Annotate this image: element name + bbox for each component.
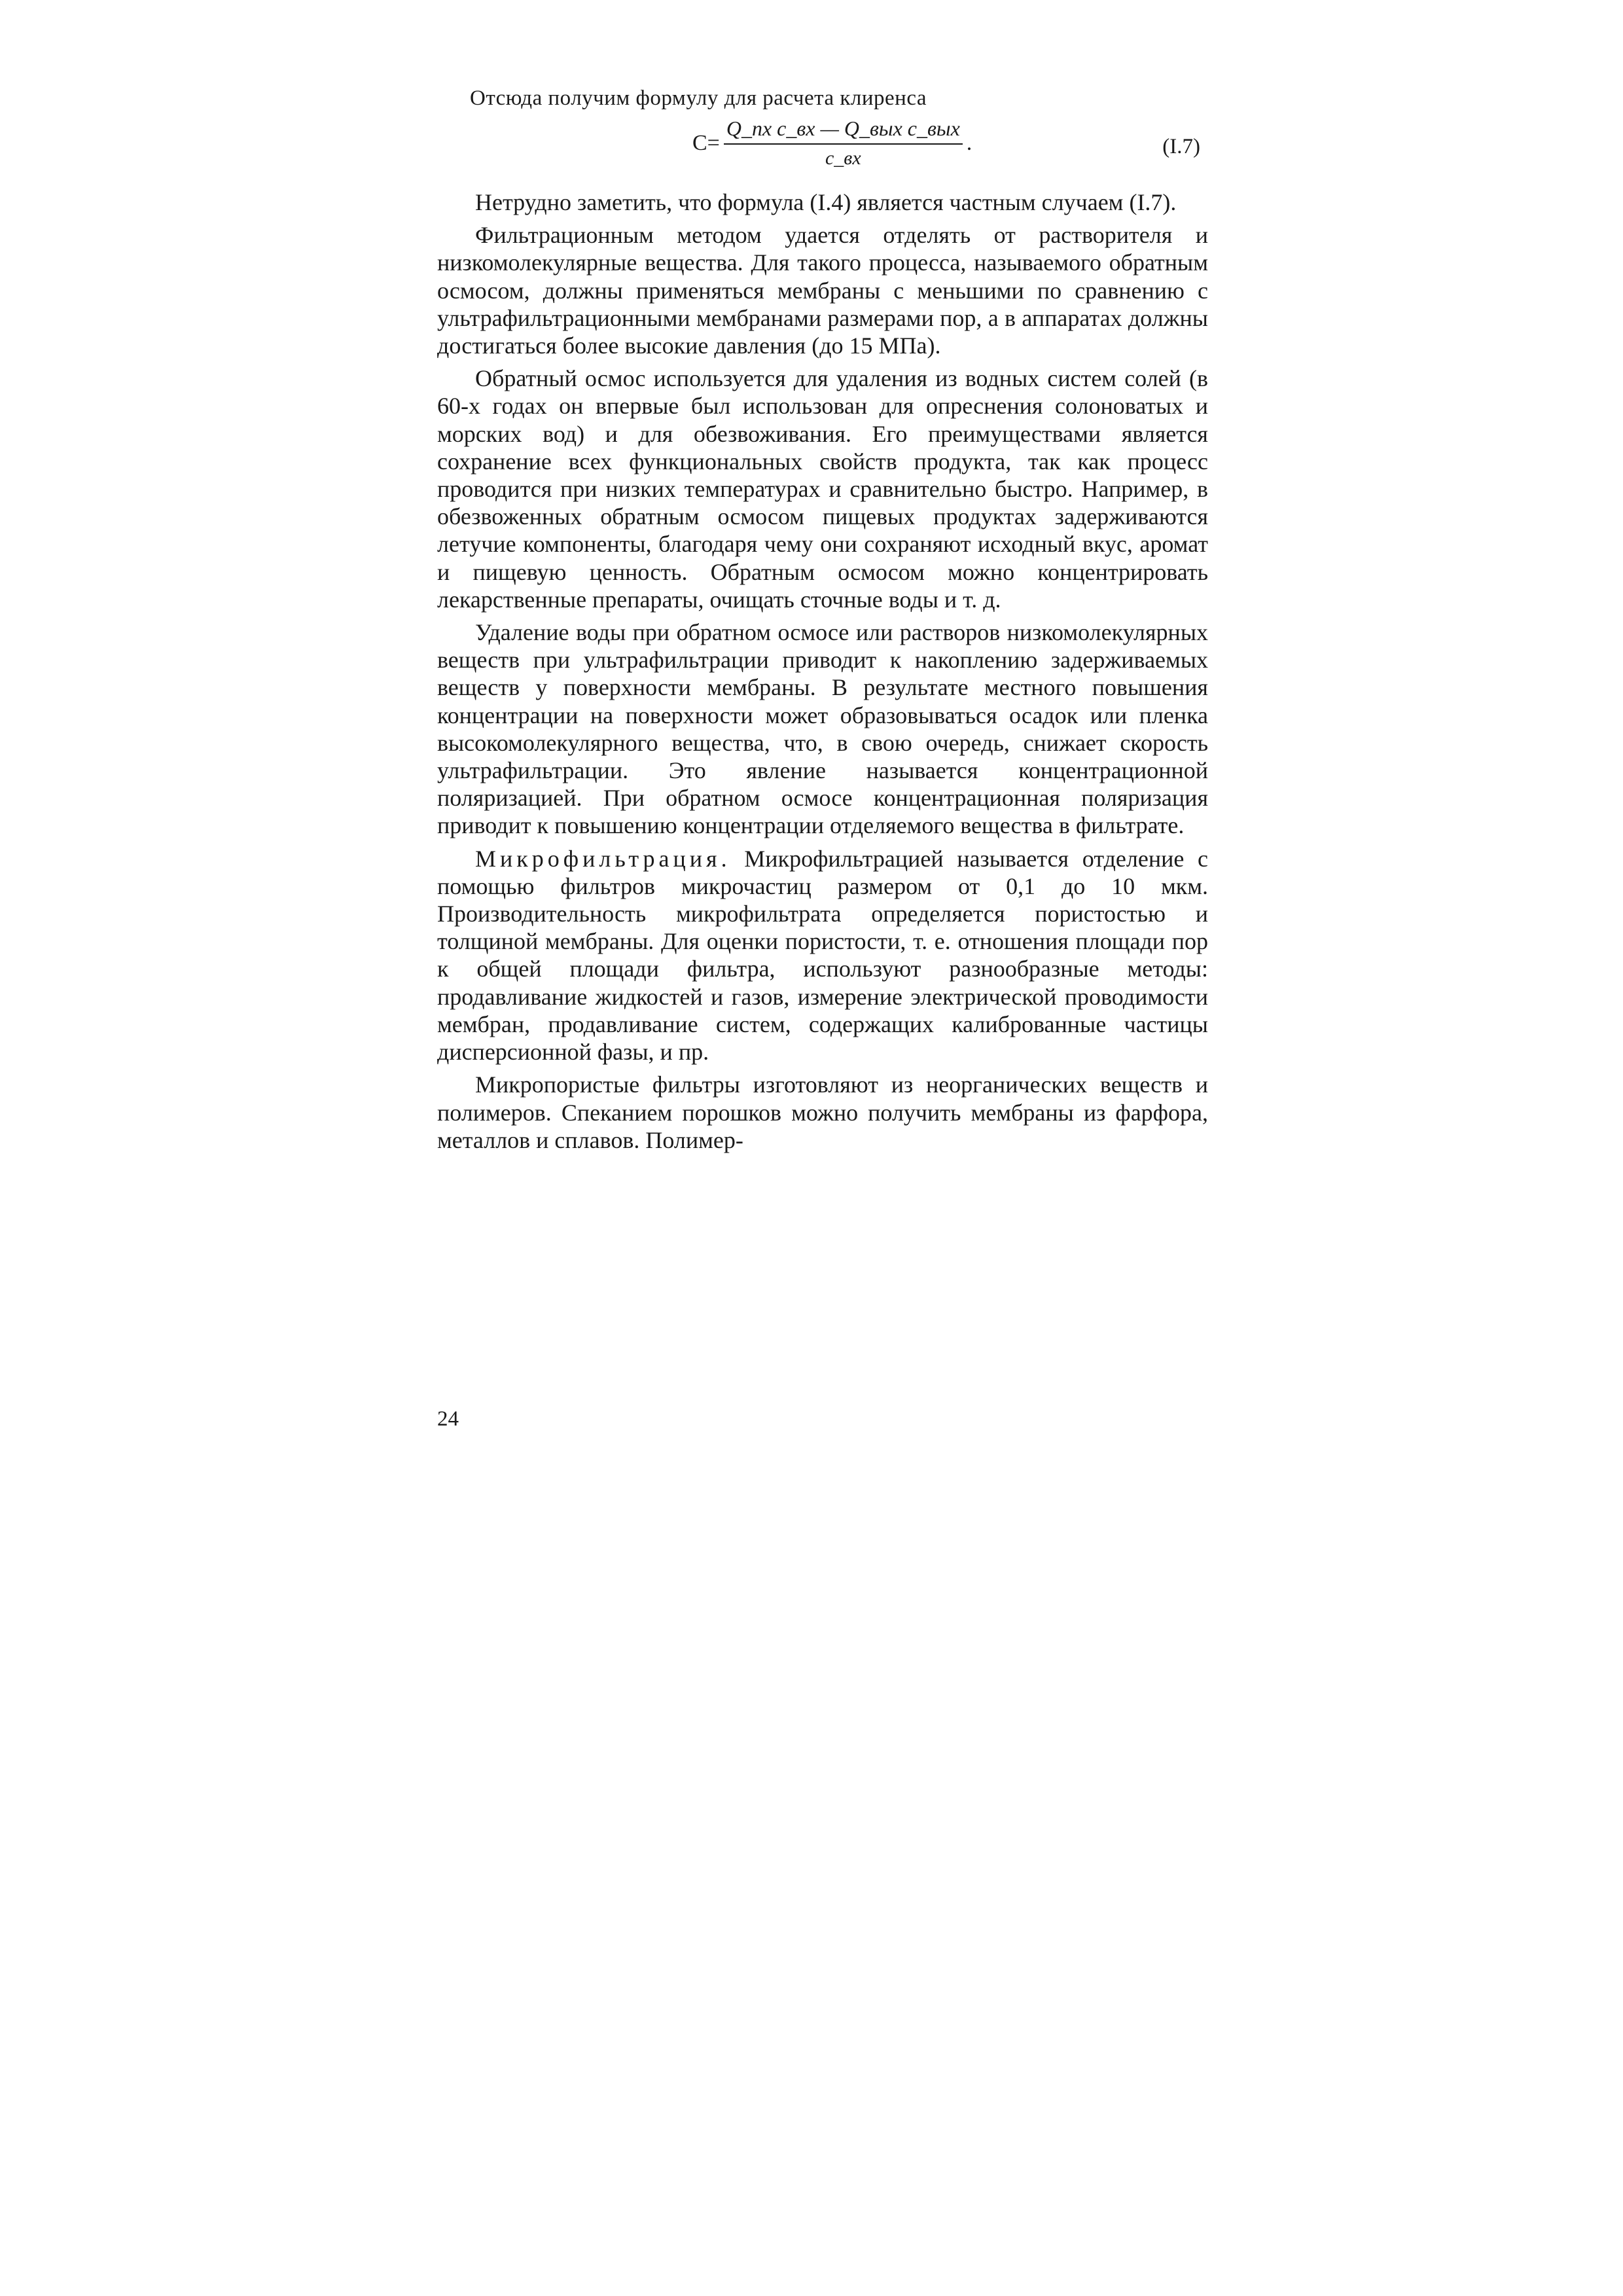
paragraph: Нетрудно заметить, что формула (I.4) является частным случаем (I.7). bbox=[475, 189, 1177, 215]
paragraph: Микропористые фильтры изготовляют из неорганических веществ и полимеров. Спеканием порошков можно получить мембраны из фарфора, металлов и сплавов. Полимер- bbox=[437, 1071, 1208, 1153]
microfiltration-paragraph bbox=[437, 845, 1208, 1066]
equation-number: (I.7) bbox=[1162, 135, 1200, 158]
formula-denominator: c_вх bbox=[825, 147, 861, 169]
body-text bbox=[437, 188, 1208, 1154]
clearance-formula bbox=[437, 117, 1208, 188]
formula-expression bbox=[692, 117, 972, 170]
formula-lhs: C= bbox=[692, 130, 720, 155]
microfiltration-text: Микрофильтрацией называется отделение с помощью фильтров микрочастиц размером от 0,1 до 10 мкм. Производительность микрофильтрата определяется пористостью и толщиной мембраны. Для оценки пористости, т. е. отношения площади пор к общей площади фильтра, используют разнообразные методы: продавливание жидкостей и газов, измерение электрической проводимости мембран, продавливание систем, содержащих калиброванные частицы дисперсионной фазы, и пр. bbox=[437, 845, 1208, 1066]
paragraph: Фильтрационным методом удается отделять от растворителя и низкомолекулярные вещества. Для такого процесса, называемого обратным осмосом, должны применяться мембраны с меньшими по сравнению с ультрафильтрационными мембранами размерами пор, а в аппаратах должны достигаться более высокие давления (до 15 МПа). bbox=[437, 222, 1208, 359]
intro-line: Отсюда получим формулу для расчета клиренса bbox=[470, 86, 927, 110]
page bbox=[437, 84, 1208, 1154]
formula-numerator: Q_пх c_вх — Q_вых c_вых bbox=[724, 117, 963, 145]
microfiltration-heading: Микрофильтрация. bbox=[475, 845, 731, 872]
formula-trailing: . bbox=[966, 130, 972, 155]
formula-fraction bbox=[724, 117, 963, 170]
page-number: 24 bbox=[437, 1407, 459, 1431]
paragraph: Обратный осмос используется для удаления из водных систем солей (в 60-х годах он впервые был использован для опреснения солоноватых и морских вод) и для обезвоживания. Его преимуществами является сохранение всех функциональных свойств продукта, так как процесс проводится при низких температурах и сравнительно быстро. Например, в обезвоженных обратным осмосом пищевых продуктах задерживаются летучие компоненты, благодаря чему они сохраняют исходный вкус, аромат и пищевую ценность. Обратным осмосом можно концентрировать лекарственные препараты, очищать сточные воды и т. д. bbox=[437, 365, 1208, 613]
paragraph: Удаление воды при обратном осмосе или растворов низкомолекулярных веществ при ультрафильтрации приводит к накоплению задерживаемых веществ у поверхности мембраны. В результате местного повышения концентрации на поверхности может образовываться осадок или пленка высокомолекулярного вещества, что, в свою очередь, снижает скорость ультрафильтрации. Это явление называется концентрационной поляризацией. При обратном осмосе концентрационная поляризация приводит к повышению концентрации отделяемого вещества в фильтрате. bbox=[437, 619, 1208, 839]
